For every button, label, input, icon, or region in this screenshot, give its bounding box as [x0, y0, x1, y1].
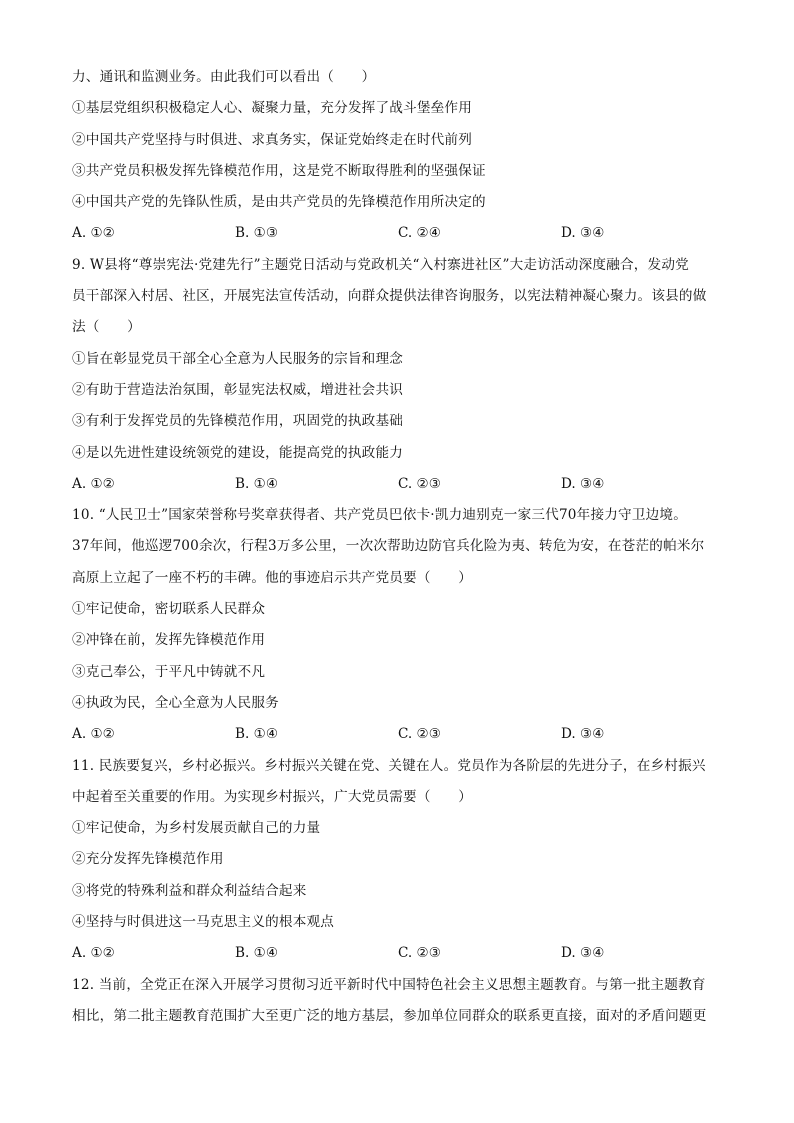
statement-1: ①牢记使命，为乡村发展贡献自己的力量 — [72, 820, 321, 837]
statement-2: ②冲锋在前，发挥先锋模范作用 — [72, 632, 266, 649]
question-9 — [72, 250, 732, 500]
option-c[interactable]: C. ②④ — [398, 225, 441, 242]
option-b[interactable]: B. ①③ — [235, 225, 279, 242]
question-11 — [72, 751, 732, 970]
statement-1: ①旨在彰显党员干部全心全意为人民服务的宗旨和理念 — [72, 350, 404, 367]
question-stem-line: 中起着至关重要的作用。为实现乡村振兴，广大党员需要（ ） — [72, 788, 473, 805]
statement-3: ③共产党员积极发挥先锋模范作用，这是党不断取得胜利的坚强保证 — [72, 162, 486, 179]
statement-2: ②中国共产党坚持与时俱进、求真务实，保证党始终走在时代前列 — [72, 131, 473, 148]
statement-4: ④坚持与时俱进这一马克思主义的根本观点 — [72, 914, 335, 931]
answer-options — [72, 938, 732, 969]
option-a[interactable]: A. ①② — [72, 225, 115, 242]
statement-4: ④是以先进性建设统领党的建设，能提高党的执政能力 — [72, 444, 404, 461]
question-stem-line: 10. “人民卫士”国家荣誉称号奖章获得者、共产党员巴依卡·凯力迪别克一家三代70年接力守卫边境。 — [72, 507, 688, 524]
question-10 — [72, 500, 732, 750]
exam-page — [72, 62, 732, 1032]
question-12 — [72, 970, 732, 1033]
answer-options — [72, 469, 732, 500]
question-stem-line: 法（ ） — [72, 319, 141, 336]
question-stem-line: 9. W县将“尊崇宪法·党建先行”主题党日活动与党政机关“入村寨进社区”大走访活动深度融合，发动党 — [72, 256, 689, 273]
statement-1: ①基层党组织积极稳定人心、凝聚力量，充分发挥了战斗堡垒作用 — [72, 100, 473, 117]
option-d[interactable]: D. ③④ — [561, 945, 605, 962]
option-a[interactable]: A. ①② — [72, 945, 115, 962]
question-stem-line: 12. 当前，全党正在深入开展学习贯彻习近平新时代中国特色社会主义思想主题教育。与第一批主题教育 — [72, 976, 706, 993]
statement-3: ③有利于发挥党员的先锋模范作用，巩固党的执政基础 — [72, 413, 404, 430]
statement-4: ④中国共产党的先锋队性质，是由共产党员的先锋模范作用所决定的 — [72, 194, 486, 211]
statement-4: ④执政为民，全心全意为人民服务 — [72, 694, 279, 711]
question-stem-line: 员干部深入村居、社区，开展宪法宣传活动，向群众提供法律咨询服务，以宪法精神凝心聚力。该县的做 — [72, 288, 707, 305]
option-c[interactable]: C. ②③ — [398, 945, 441, 962]
statement-2: ②有助于营造法治氛围，彰显宪法权威，增进社会共识 — [72, 381, 404, 398]
answer-options — [72, 218, 732, 249]
option-b[interactable]: B. ①④ — [235, 945, 279, 962]
statement-3: ③将党的特殊利益和群众利益结合起来 — [72, 882, 307, 899]
option-a[interactable]: A. ①② — [72, 475, 115, 492]
question-stem-line: 相比，第二批主题教育范围扩大至更广泛的地方基层，参加单位同群众的联系更直接，面对的矛盾问题更 — [72, 1007, 707, 1024]
statement-3: ③克己奉公，于平凡中铸就不凡 — [72, 663, 266, 680]
option-d[interactable]: D. ③④ — [561, 475, 605, 492]
question-stem-line: 力、通讯和监测业务。由此我们可以看出（ ） — [72, 69, 376, 85]
question-8 — [72, 62, 732, 250]
option-b[interactable]: B. ①④ — [235, 475, 279, 492]
question-stem-line: 高原上立起了一座不朽的丰碑。他的事迹启示共产党员要（ ） — [72, 569, 473, 586]
question-stem-line: 37年间，他巡逻700余次，行程3万多公里，一次次帮助边防官兵化险为夷、转危为安，在苍茫的帕米尔 — [72, 538, 705, 555]
question-stem-line: 11. 民族要复兴，乡村必振兴。乡村振兴关键在党、关键在人。党员作为各阶层的先进分子，在乡村振兴 — [72, 757, 706, 774]
option-c[interactable]: C. ②③ — [398, 726, 441, 743]
option-d[interactable]: D. ③④ — [561, 726, 605, 743]
option-b[interactable]: B. ①④ — [235, 726, 279, 743]
option-a[interactable]: A. ①② — [72, 726, 115, 743]
statement-2: ②充分发挥先锋模范作用 — [72, 851, 224, 868]
option-c[interactable]: C. ②③ — [398, 475, 441, 492]
answer-options — [72, 719, 732, 750]
option-d[interactable]: D. ③④ — [561, 225, 605, 242]
statement-1: ①牢记使命，密切联系人民群众 — [72, 601, 266, 618]
